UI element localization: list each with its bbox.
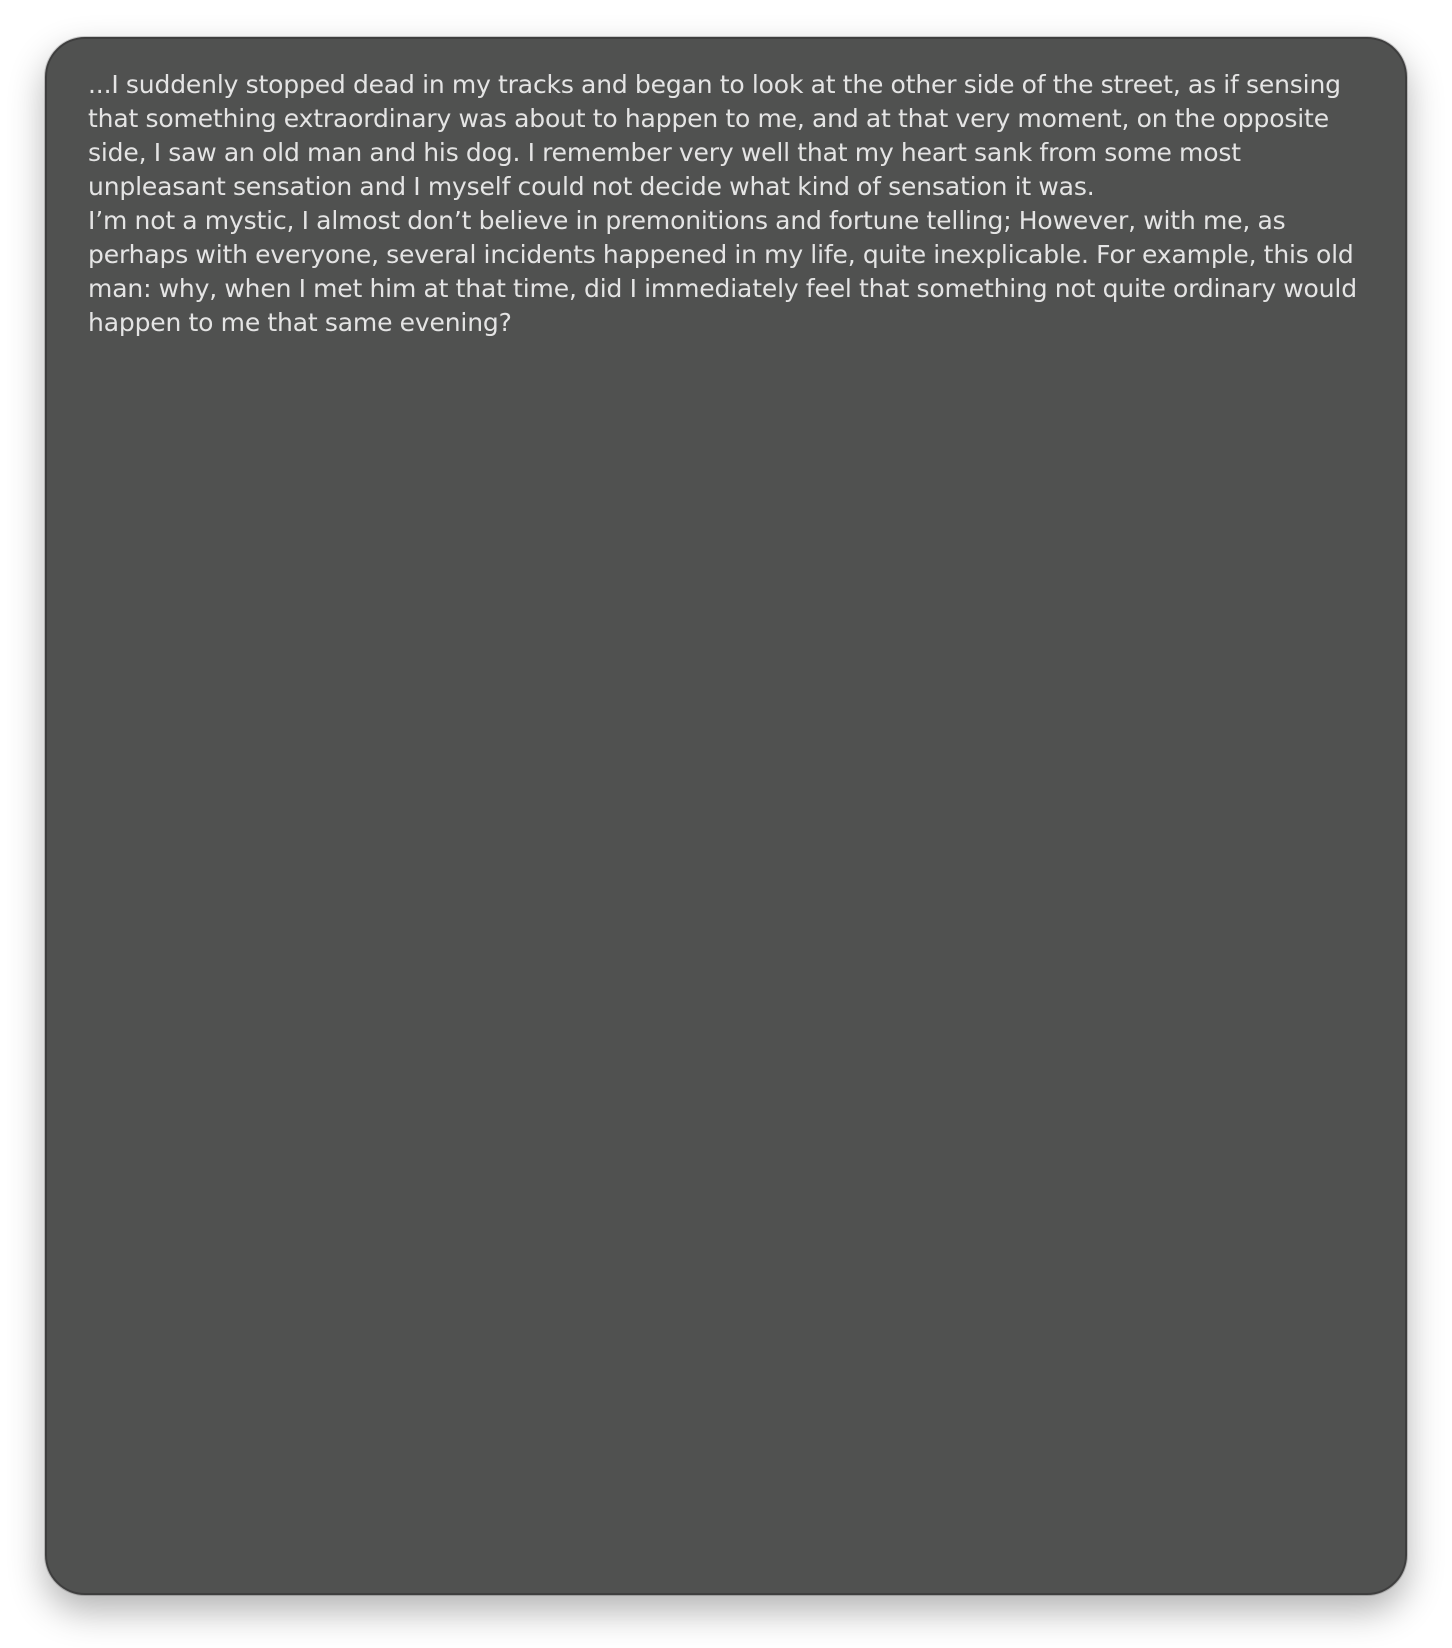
paragraph-1[interactable]: ...I suddenly stopped dead in my tracks and began to look at the other side of the street, as if sensing that something extraordinary was about to happen to me, and at that very moment, on the opposite side, I saw an old man and his dog. I remember very well that my heart sank from some most unpleasant sensation and I myself could not decide what kind of sensation it was. [88,70,1341,201]
text-editor-content[interactable] [88,68,1368,340]
paragraph-2[interactable]: I’m not a mystic, I almost don’t believe in premonitions and fortune telling; However, with me, as perhaps with everyone, several incidents happened in my life, quite inexplicable. For example, this old man: why, when I met him at that time, did I immediately feel that something not quite ordinary would happen to me that same evening? [88,206,1357,337]
text-editor-window [45,37,1407,1595]
